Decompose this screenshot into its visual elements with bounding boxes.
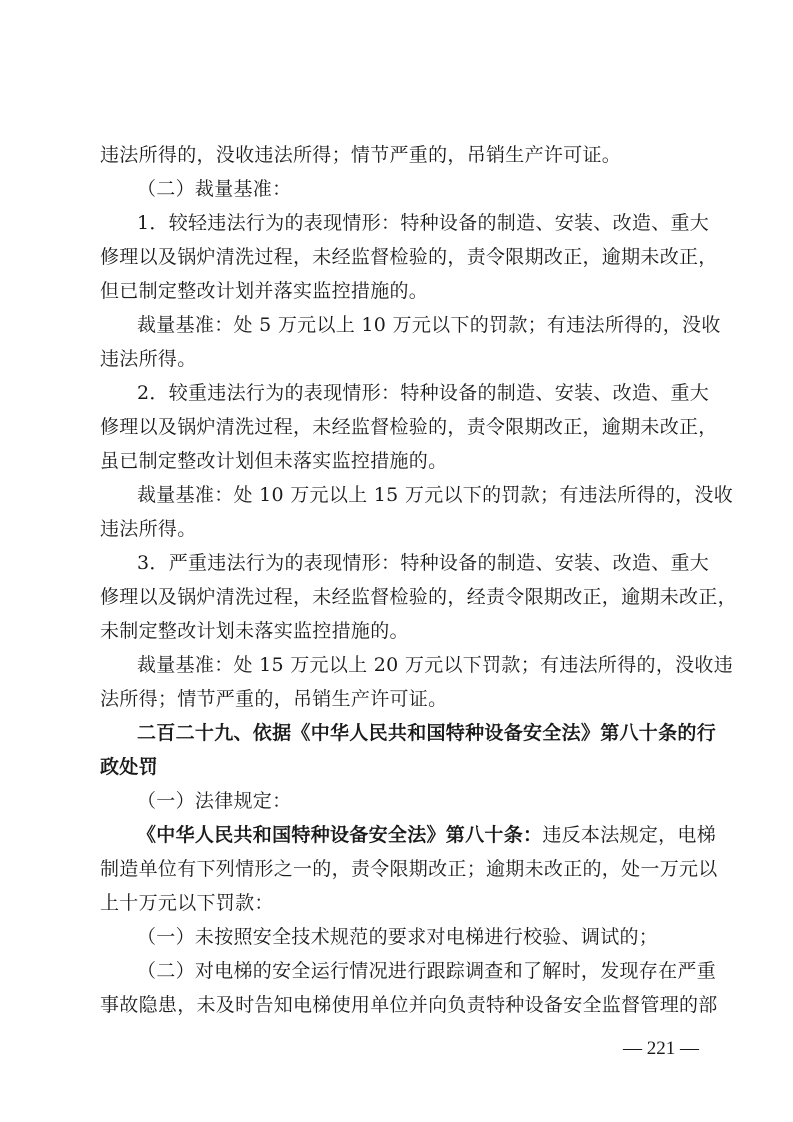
text-line: 虽已制定整改计划但未落实监控措施的。	[100, 450, 448, 472]
text-line: 修理以及锅炉清洗过程，未经监督检验的，责令限期改正，逾期未改正，	[100, 246, 718, 268]
law-citation: 《中华人民共和国特种设备安全法》第八十条：	[137, 824, 543, 846]
text-line: 1．较轻违法行为的表现情形：特种设备的制造、安装、改造、重大	[137, 212, 710, 234]
text-line: 裁量基准：处 15 万元以上 20 万元以下罚款；有违法所得的，没收违	[137, 654, 734, 676]
text-line: 未制定整改计划未落实监控措施的。	[100, 620, 409, 642]
law-text: 违反本法规定，电梯	[542, 824, 717, 846]
text-line: 裁量基准：处 5 万元以上 10 万元以下的罚款；有违法所得的，没收	[137, 314, 721, 336]
law-citation-line	[137, 823, 717, 847]
section-heading: （二）裁量基准：	[137, 178, 292, 200]
text-line: 事故隐患，未及时告知电梯使用单位并向负责特种设备安全监督管理的部	[100, 994, 718, 1016]
article-heading: 二百二十九、依据《中华人民共和国特种设备安全法》第八十条的行	[137, 722, 717, 744]
section-heading: （一）法律规定：	[137, 790, 292, 812]
text-line: （二）对电梯的安全运行情况进行跟踪调查和了解时，发现存在严重	[137, 960, 717, 982]
text-line: 上十万元以下罚款：	[100, 892, 274, 914]
text-line: 2．较重违法行为的表现情形：特种设备的制造、安装、改造、重大	[137, 382, 710, 404]
text-line: 3．严重违法行为的表现情形：特种设备的制造、安装、改造、重大	[137, 552, 710, 574]
text-line: 违法所得。	[100, 518, 197, 540]
page-number: — 221 —	[623, 1038, 699, 1059]
text-line: 但已制定整改计划并落实监控措施的。	[100, 280, 429, 302]
text-line: 修理以及锅炉清洗过程，未经监督检验的，责令限期改正，逾期未改正，	[100, 416, 718, 438]
article-heading: 政处罚	[100, 756, 158, 778]
text-line: 法所得；情节严重的，吊销生产许可证。	[100, 688, 448, 710]
text-line: 违法所得的，没收违法所得；情节严重的，吊销生产许可证。	[100, 144, 622, 166]
text-line: 裁量基准：处 10 万元以上 15 万元以下的罚款；有违法所得的，没收	[137, 484, 734, 506]
text-line: 违法所得。	[100, 348, 197, 370]
text-line: 修理以及锅炉清洗过程，未经监督检验的，经责令限期改正，逾期未改正，	[100, 586, 737, 608]
text-line: （一）未按照安全技术规范的要求对电梯进行校验、调试的；	[137, 926, 659, 948]
text-line: 制造单位有下列情形之一的，责令限期改正；逾期未改正的，处一万元以	[100, 858, 718, 880]
